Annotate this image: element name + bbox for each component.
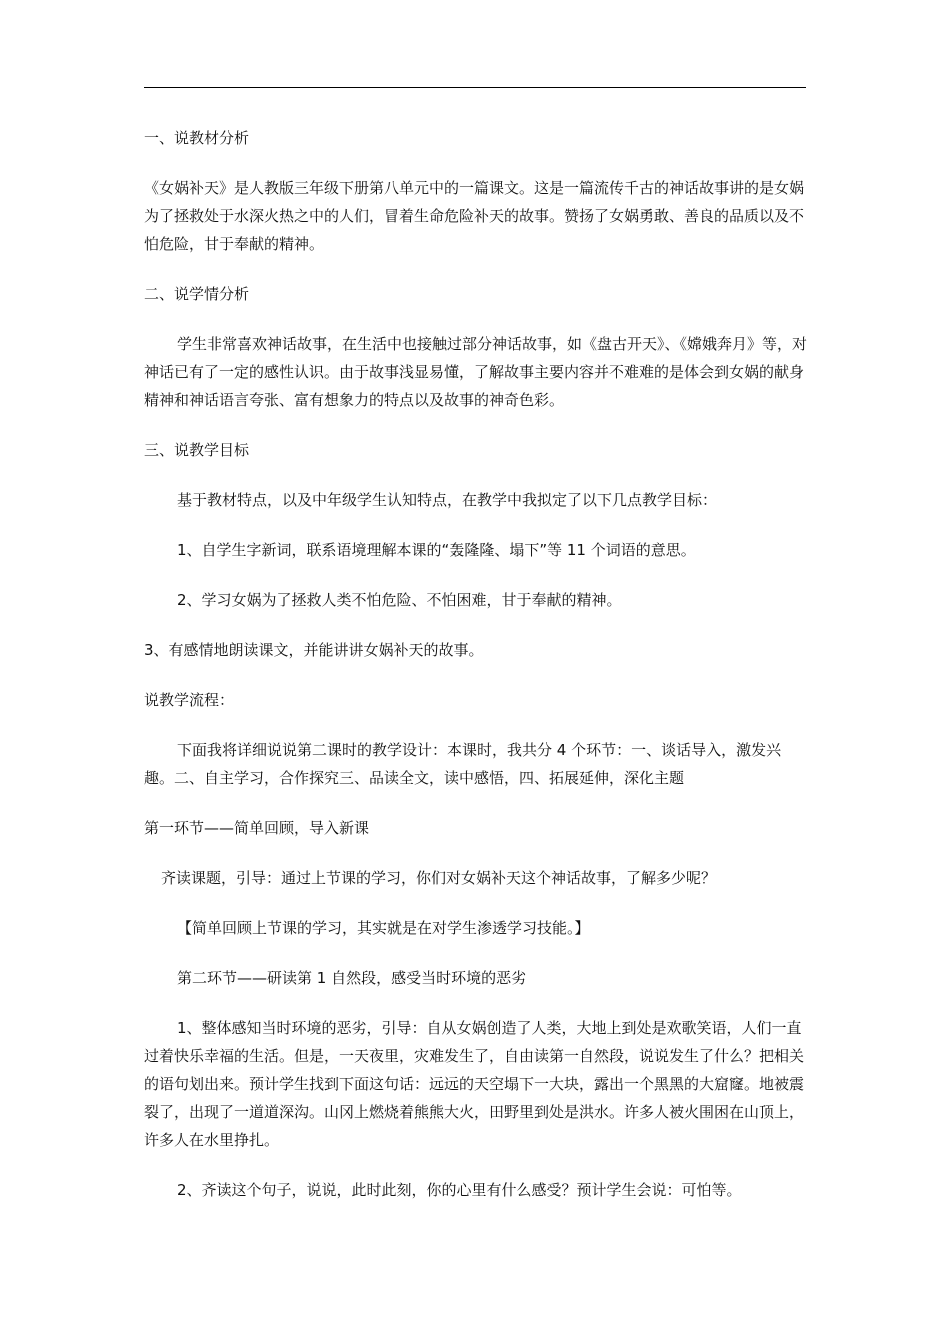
- section-step-1: 第一环节——简单回顾，导入新课: [144, 819, 370, 837]
- paragraph-step-1-read: 齐读课题，引导：通过上节课的学习，你们对女娲补天这个神话故事，了解多少呢？: [161, 869, 717, 887]
- heading-textbook-analysis: 一、说教材分析: [144, 129, 250, 147]
- document-body: [144, 124, 808, 1204]
- paragraph-textbook-analysis: 《女娲补天》是人教版三年级下册第八单元中的一篇课文。这是一篇流传千古的神话故事讲的是女娲为了拯救处于水深火热之中的人们，冒着生命危险补天的故事。赞扬了女娲勇敢、善良的品质以及不怕危险，甘于奉献的精神。: [144, 179, 805, 253]
- goal-item-1: 1、自学生字新词，联系语境理解本课的“轰隆隆、塌下”等 11 个词语的意思。: [177, 541, 696, 559]
- goal-item-2: 2、学习女娲为了拯救人类不怕危险、不怕困难，甘于奉献的精神。: [177, 591, 622, 609]
- heading-student-analysis: 二、说学情分析: [144, 285, 250, 303]
- header-rule: [144, 87, 806, 88]
- section-step-2: 第二环节——研读第 1 自然段，感受当时环境的恶劣: [177, 969, 527, 987]
- heading-teaching-process: 说教学流程：: [144, 691, 235, 709]
- paragraph-step-2-item-2: 2、齐读这个句子，说说，此时此刻，你的心里有什么感受？预计学生会说：可怕等。: [177, 1181, 742, 1199]
- heading-teaching-goals: 三、说教学目标: [144, 441, 250, 459]
- paragraph-process-overview: 下面我将详细说说第二课时的教学设计：本课时，我共分 4 个环节：一、谈话导入，激发兴趣。二、自主学习，合作探究三、品读全文，读中感悟，四、拓展延伸，深化主题: [144, 741, 782, 787]
- goal-item-3: 3、有感情地朗读课文，并能讲讲女娲补天的故事。: [144, 641, 484, 659]
- paragraph-student-analysis: 学生非常喜欢神话故事，在生活中也接触过部分神话故事，如《盘古开天》、《嫦娥奔月》等，对神话已有了一定的感性认识。由于故事浅显易懂，了解故事主要内容并不难难的是体会到女娲的献身精神和神话语言夸张、富有想象力的特点以及故事的神奇色彩。: [144, 335, 808, 409]
- paragraph-step-2-item-1: 1、整体感知当时环境的恶劣，引导：自从女娲创造了人类，大地上到处是欢歌笑语，人们一直过着快乐幸福的生活。但是，一天夜里，灾难发生了，自由读第一自然段，说说发生了什么？把相关的语句划出来。预计学生找到下面这句话：远远的天空塌下一大块，露出一个黑黑的大窟窿。地被震裂了，出现了一道道深沟。山冈上燃烧着熊熊大火，田野里到处是洪水。许多人被火围困在山顶上，许多人在水里挣扎。: [144, 1019, 805, 1149]
- paragraph-step-1-note: 【简单回顾上节课的学习，其实就是在对学生渗透学习技能。】: [177, 919, 590, 937]
- paragraph-goals-intro: 基于教材特点，以及中年级学生认知特点，在教学中我拟定了以下几点教学目标：: [177, 491, 718, 509]
